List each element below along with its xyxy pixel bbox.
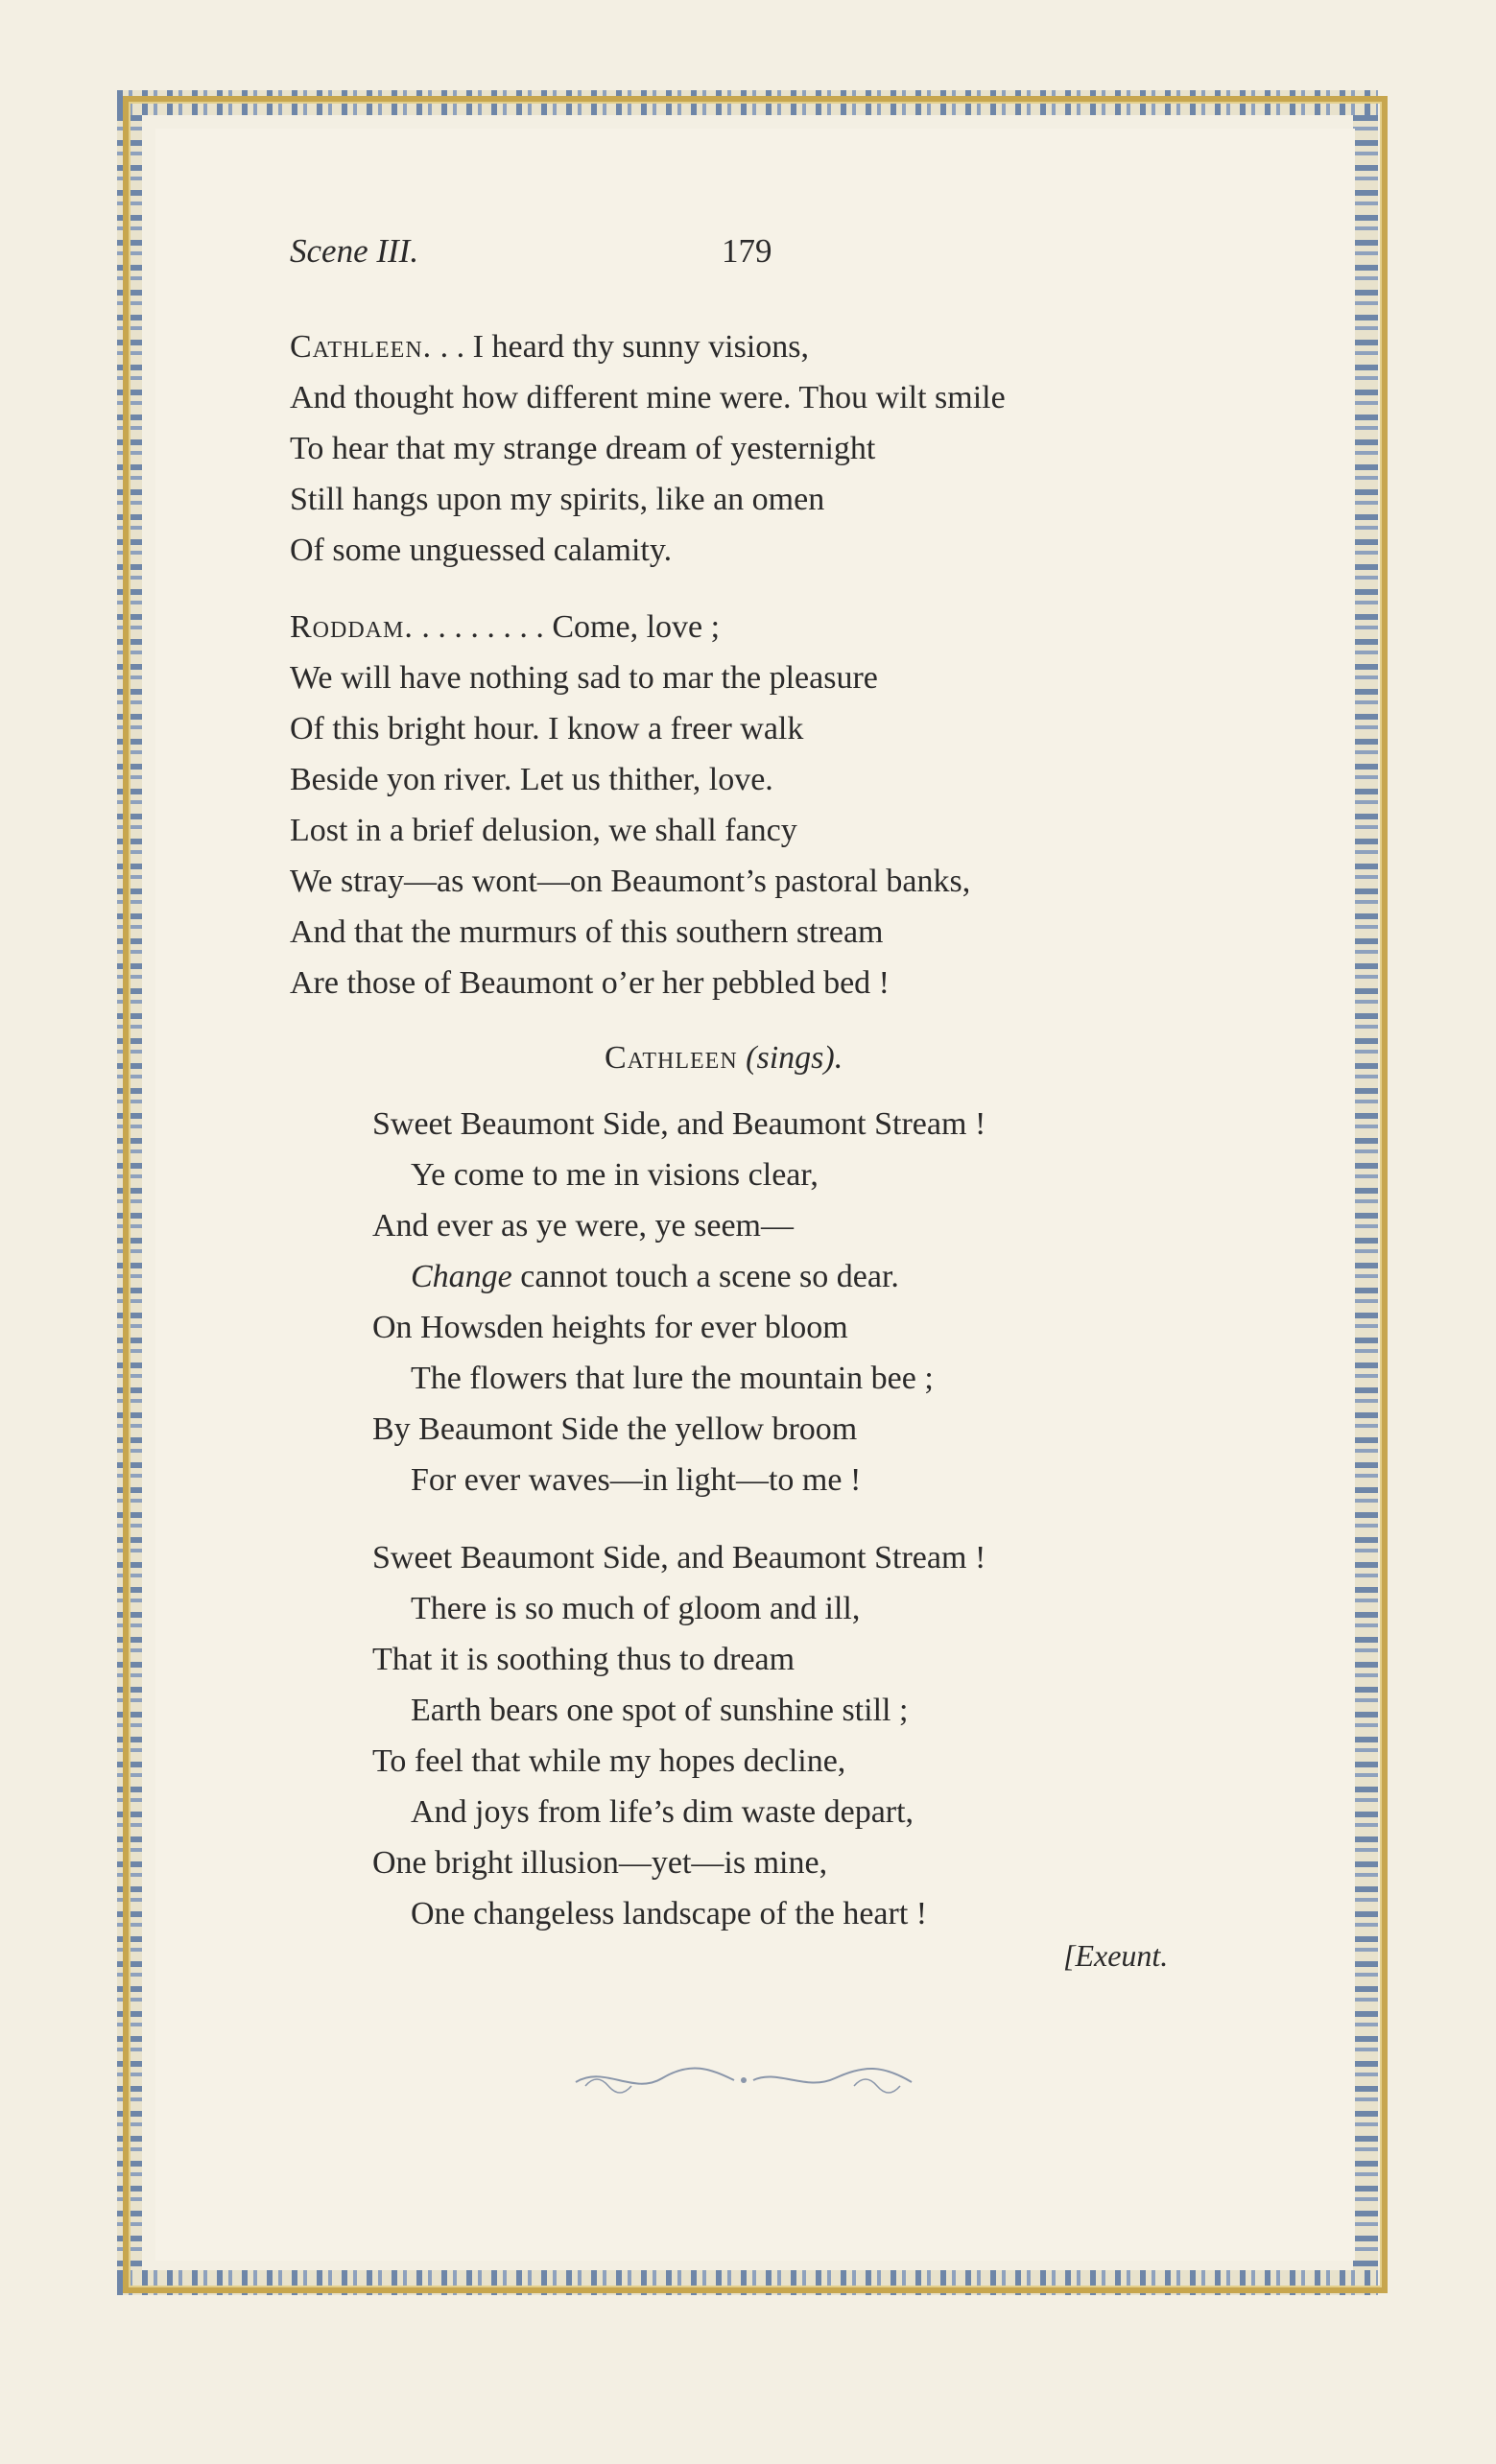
verse-line: That it is soothing thus to dream	[372, 1642, 795, 1677]
singer-name: Cathleen	[605, 1040, 738, 1076]
verse-line: There is so much of gloom and ill,	[411, 1591, 861, 1626]
verse-line: Lost in a brief delusion, we shall fancy	[290, 813, 797, 848]
speaker-dots: . .	[432, 329, 473, 365]
verse-line: One changeless landscape of the heart !	[411, 1896, 928, 1931]
stage-direction: (sings).	[746, 1040, 843, 1076]
verse-line: Come, love ;	[552, 609, 721, 645]
tailpiece-ornament-icon	[566, 2061, 921, 2099]
speech-first-line	[290, 602, 970, 652]
verse-line: We stray—as wont—on Beaumont’s pastoral banks,	[290, 864, 971, 899]
verse-line: For ever waves—in light—to me !	[411, 1462, 862, 1498]
verse-line: Sweet Beaumont Side, and Beaumont Stream !	[372, 1106, 986, 1142]
scene-heading: Scene III.	[290, 232, 419, 270]
italic-word: Change	[411, 1259, 512, 1294]
verse-line: Ye come to me in visions clear,	[411, 1157, 819, 1193]
speech-roddam	[290, 602, 970, 1008]
verse-line: On Howsden heights for ever bloom	[372, 1310, 848, 1345]
verse-line: And joys from life’s dim waste depart,	[411, 1794, 914, 1830]
verse-line: By Beaumont Side the yellow broom	[372, 1411, 858, 1447]
verse-line: And thought how different mine were. Thou wilt smile	[290, 380, 1006, 415]
speech-first-line	[290, 321, 1006, 372]
verse-line: To feel that while my hopes decline,	[372, 1743, 846, 1779]
verse-line: And ever as ye were, ye seem—	[372, 1208, 794, 1244]
verse-line: Beside yon river. Let us thither, love.	[290, 762, 773, 797]
verse-line: The flowers that lure the mountain bee ;	[411, 1361, 934, 1396]
verse-line: We will have nothing sad to mar the pleasure	[290, 660, 878, 696]
verse-line: Still hangs upon my spirits, like an omen	[290, 482, 825, 517]
verse-line: Earth bears one spot of sunshine still ;	[411, 1693, 909, 1728]
speech-cathleen	[290, 321, 1006, 576]
verse-line: Are those of Beaumont o’er her pebbled bed !	[290, 965, 890, 1001]
speaker-name: Roddam.	[290, 609, 414, 645]
verse-line: Of this bright hour. I know a freer walk	[290, 711, 804, 746]
verse-line: Sweet Beaumont Side, and Beaumont Stream !	[372, 1540, 986, 1576]
verse-line: And that the murmurs of this southern stream	[290, 914, 884, 950]
song-stanza-2	[372, 1532, 985, 1939]
stage-direction-exeunt: [Exeunt.	[1063, 1938, 1169, 1973]
verse-line: Of some unguessed calamity.	[290, 533, 673, 568]
speaker-dots: . . . . . . . .	[413, 609, 553, 645]
speaker-name: Cathleen.	[290, 329, 433, 365]
verse-line: To hear that my strange dream of yesternight	[290, 431, 876, 466]
verse-line	[372, 1251, 985, 1302]
verse-line-rest: cannot touch a scene so dear.	[520, 1259, 899, 1294]
verse-line: One bright illusion—yet—is mine,	[372, 1845, 828, 1881]
verse-line: I heard thy sunny visions,	[472, 329, 810, 365]
song-heading	[605, 1040, 843, 1077]
song-stanza-1	[372, 1099, 985, 1505]
page-number: 179	[722, 232, 772, 270]
running-header	[290, 232, 772, 271]
